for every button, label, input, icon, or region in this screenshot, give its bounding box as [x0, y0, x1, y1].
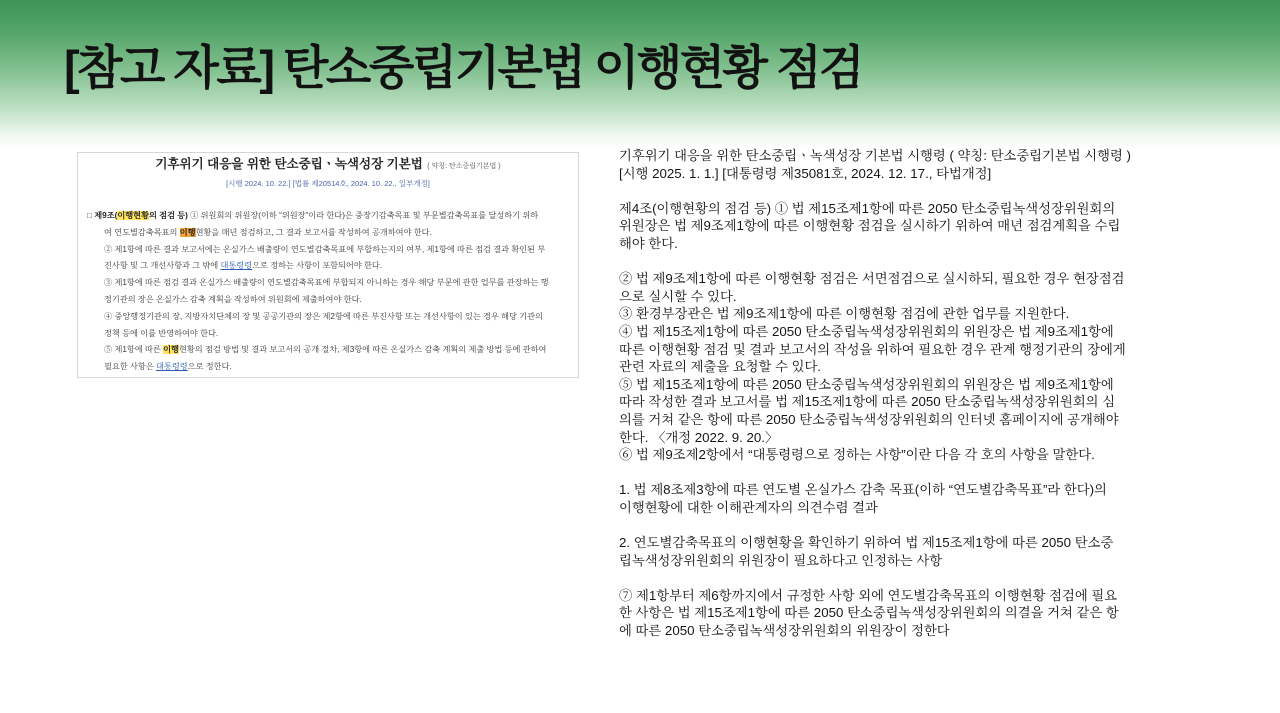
decree-line: ⑦ 제1항부터 제6항까지에서 규정한 사항 외에 연도별감축목표의 이행현황 점검에 필요	[619, 587, 1118, 603]
law-text-segment: 정기관의 장은 온실가스 감축 계획을 작성하여 위원회에 제출하여야 한다.	[104, 294, 362, 304]
decree-line: 1. 법 제8조제3항에 따른 연도별 온실가스 감축 목표(이하 “연도별감축목표”라 한다)의	[619, 482, 1107, 498]
law-text-segment: 현황을 매년 점검하고, 그 결과 보고서를 작성하여 공개하여야 한다.	[195, 227, 432, 237]
slide-title: [참고 자료] 탄소중립기본법 이행현황 점검	[64, 41, 862, 94]
law-excerpt-image	[77, 152, 579, 378]
law-text-segment: 필요한 사항은	[104, 362, 157, 372]
decree-line: 2. 연도별감축목표의 이행현황을 확인하기 위하여 법 제15조제1항에 따른 2050 탄소중	[619, 535, 1114, 551]
decree-line: ② 법 제9조제1항에 따른 이행현황 점검은 서면점검으로 실시하되, 필요한 경우 현장점검	[619, 271, 1125, 287]
law-text-line	[78, 225, 578, 242]
law-link: 대통령령	[156, 362, 188, 372]
law-text-line	[78, 309, 578, 326]
law-heading	[78, 156, 578, 174]
law-text-segment: 으로 정하는 사항이 포함되어야 한다.	[252, 261, 383, 271]
decree-line: 으로 실시할 수 있다.	[619, 288, 737, 304]
law-text-segment: ③ 제1항에 따른 점검 결과 온실가스 배출량이 연도별감축목표에 부합되지 아니하는 경우 해당 부문에 관한 업무를 관장하는 행	[104, 278, 549, 288]
law-enforcement-info: [시행 2024. 10. 22.] [법률 제20514호, 2024. 10. 22., 일부개정]	[226, 179, 430, 188]
law-title: 기후위기 대응을 위한 탄소중립ㆍ녹색성장 기본법	[155, 157, 423, 171]
decree-line: 위원장은 법 제9조제1항에 따른 이행현황 점검을 실시하기 위하여 매년 점검계획을 수립	[619, 218, 1121, 234]
law-text-segment: ② 제1항에 따른 결과 보고서에는 온실가스 배출량이 연도별감축목표에 부합하는지의 여부, 제1항에 따른 점검 결과 확인된 부	[104, 244, 546, 254]
law-text-segment: 진사항 및 그 개선사항과 그 밖에	[104, 261, 221, 271]
law-text-segment: 여 연도별감축목표의	[104, 227, 180, 237]
article-heading: 의 점검 등)	[148, 211, 188, 220]
law-text-line	[78, 208, 578, 225]
decree-line: 따른 이행현황 점검 및 결과 보고서의 작성을 위하여 필요한 경우 관계 행정기관의 장에게	[619, 341, 1126, 357]
decree-line: 한다. 〈개정 2022. 9. 20.〉	[619, 429, 779, 445]
law-text-segment: ④ 중앙행정기관의 장, 지방자치단체의 장 및 공공기관의 장은 제2항에 따른 부진사항 또는 개선사항이 있는 경우 해당 기관의	[104, 311, 543, 321]
decree-enforcement-info: [시행 2025. 1. 1.] [대통령령 제35081호, 2024. 12. 17., 타법개정]	[619, 165, 992, 181]
decree-line: 한 사항은 법 제15조제1항에 따른 2050 탄소중립녹색성장위원회의 의결을 거쳐 같은 항	[619, 605, 1119, 621]
law-text-line	[78, 326, 578, 343]
law-text-line	[78, 242, 578, 259]
highlight-term: 이행현황	[117, 211, 149, 220]
decree-line: 이행현황에 대한 이해관계자의 의견수렴 결과	[619, 499, 878, 515]
highlight-term: 이행	[163, 345, 179, 355]
decree-line: 해야 한다.	[619, 235, 678, 251]
law-text-line	[78, 292, 578, 309]
decree-line: 관련 자료의 제출을 요청할 수 있다.	[619, 359, 821, 375]
decree-line: ③ 환경부장관은 법 제9조제1항에 따른 이행현황 점검에 관한 업무를 지원한다.	[619, 306, 1070, 322]
decree-line: 의를 거쳐 같은 항에 따른 2050 탄소중립녹색성장위원회의 인터넷 홈페이지에 공개해야	[619, 411, 1119, 427]
law-text-segment: ⑤ 제1항에 따른	[104, 345, 164, 355]
article-heading: 제9조(	[94, 211, 118, 220]
decree-line: ⑤ 법 제15조제1항에 따른 2050 탄소중립녹색성장위원회의 위원장은 법 제9조제1항에	[619, 376, 1114, 392]
checkbox-square-icon: □	[87, 211, 95, 220]
law-text-segment: ① 위원회의 위원장(이하 “위원장”이라 한다)은 중장기감축목표 및 부문별감축목표를 달성하기 위하	[187, 211, 539, 220]
law-text-line	[78, 258, 578, 275]
highlight-term: 이행	[179, 227, 196, 237]
decree-line: 립녹색성장위원회의 위원장이 필요하다고 인정하는 사항	[619, 552, 943, 568]
decree-line: 따라 작성한 결과 보고서를 법 제15조제1항에 따른 2050 탄소중립녹색성장위원회의 심	[619, 394, 1116, 410]
decree-title: 기후위기 대응을 위한 탄소중립ㆍ녹색성장 기본법 시행령 ( 약칭: 탄소중립기본법 시행령 )	[619, 148, 1131, 163]
law-text-line	[78, 275, 578, 292]
decree-line: 에 따른 2050 탄소중립녹색성장위원회의 위원장이 정한다	[619, 623, 950, 639]
law-article-body	[78, 208, 578, 376]
law-abbreviation: ( 약칭: 탄소중립기본법 )	[427, 163, 501, 170]
decree-line: 제4조(이행현황의 점검 등) ① 법 제15조제1항에 따른 2050 탄소중립녹색성장위원회의	[619, 200, 1116, 216]
law-link: 대통령령	[220, 261, 253, 271]
law-text-segment: 정책 등에 이를 반영하여야 한다.	[104, 328, 219, 338]
law-text-line	[78, 342, 578, 359]
decree-line: ⑥ 법 제9조제2항에서 “대통령령으로 정하는 사항”이란 다음 각 호의 사항을 말한다.	[619, 447, 1095, 463]
decree-text	[619, 147, 1219, 640]
law-text-segment: 으로 정한다.	[187, 362, 232, 372]
law-text-segment: 현황의 점검 방법 및 결과 보고서의 공개 절차, 제3항에 따른 온실가스 감축 계획의 제출 방법 등에 관하여	[178, 345, 547, 355]
decree-line: ④ 법 제15조제1항에 따른 2050 탄소중립녹색성장위원회의 위원장은 법 제9조제1항에	[619, 323, 1114, 339]
law-text-line	[78, 359, 578, 376]
